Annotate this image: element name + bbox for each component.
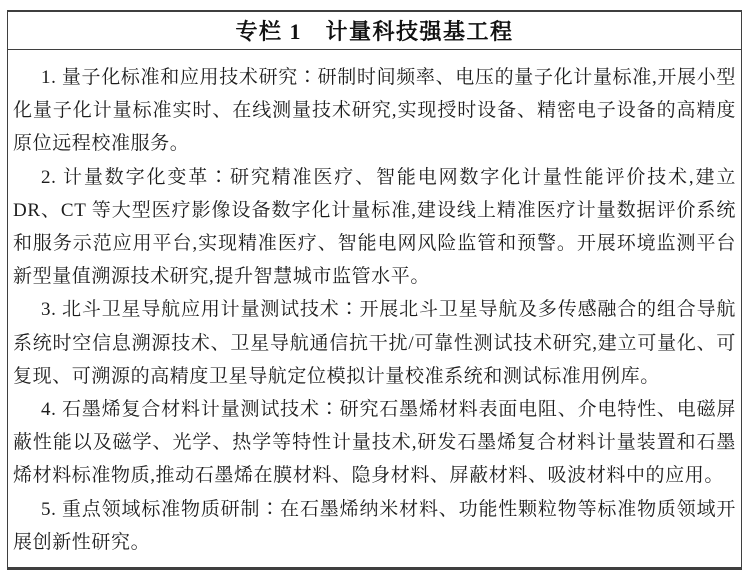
paragraph-reference-materials: 5. 重点领域标准物质研制∶在石墨烯纳米材料、功能性颗粒物等标准物质领域开展创新性研究。 — [13, 498, 736, 553]
paragraph-graphene-materials: 4. 石墨烯复合材料计量测试技术∶研究石墨烯材料表面电阻、介电特性、电磁屏蔽性能以及磁学、光学、热学等特性计量技术,研发石墨烯复合材料计量装置和石墨烯材料标准物质,推动石墨烯在膜材料、隐身材料、屏蔽材料、吸波材料中的应用。 — [13, 399, 736, 487]
panel-body — [8, 50, 741, 559]
paragraph-digital-metrology: 2. 计量数字化变革∶研究精准医疗、智能电网数字化计量性能评价技术,建立DR、CT 等大型医疗影像设备数字化计量标准,建设线上精准医疗计量数据评价系统和服务示范应用平台,实现精准医疗、智能电网风险监管和预警。开展环境监测平台新型量值溯源技术研究,提升智慧城市监管水平。 — [13, 166, 736, 288]
paragraph-quantum-standards: 1. 量子化标准和应用技术研究∶研制时间频率、电压的量子化计量标准,开展小型化量子化计量标准实时、在线测量技术研究,实现授时设备、精密电子设备的高精度原位远程校准服务。 — [13, 67, 736, 155]
panel-title: 专栏 1 计量科技强基工程 — [8, 12, 741, 50]
column-panel — [7, 10, 742, 570]
paragraph-beidou-navigation: 3. 北斗卫星导航应用计量测试技术∶开展北斗卫星导航及多传感融合的组合导航系统时空信息溯源技术、卫星导航通信抗干扰/可靠性测试技术研究,建立可量化、可复现、可溯源的高精度卫星导航定位模拟计量校准系统和测试标准用例库。 — [13, 299, 736, 387]
